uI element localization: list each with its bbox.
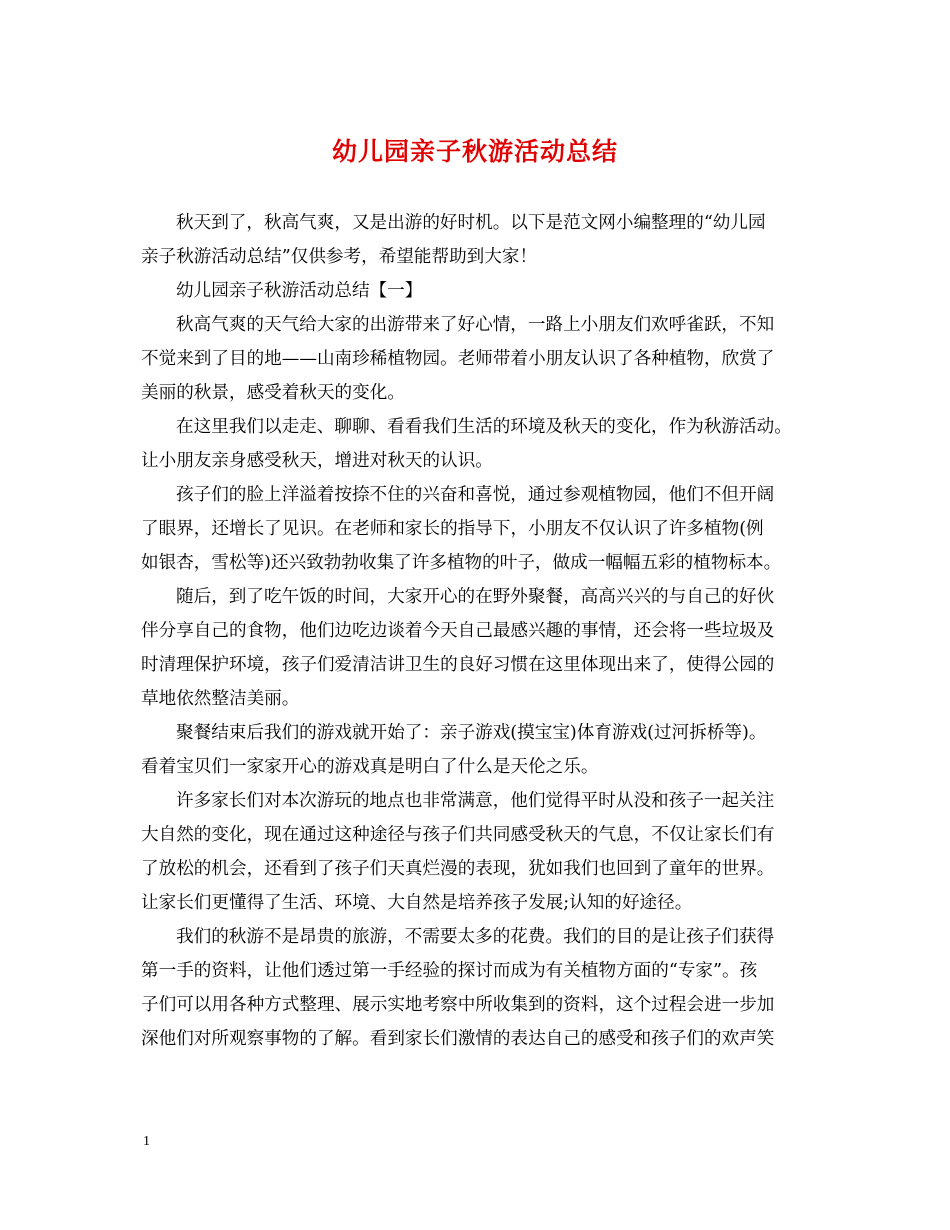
text-line: 子们可以用各种方式整理、展示实地考察中所收集到的资料，这个过程会进一步加 [141, 995, 775, 1015]
text-line: 看着宝贝们一家家开心的游戏真是明白了什么是天伦之乐。 [141, 757, 599, 777]
text-line: 秋天到了，秋高气爽，又是出游的好时机。以下是范文网小编整理的“幼儿园 [176, 213, 766, 233]
text-line: 让家长们更懂得了生活、环境、大自然是培养孩子发展;认知的好途径。 [141, 893, 693, 913]
text-line: 伴分享自己的食物，他们边吃边谈着今天自己最感兴趣的事情，还会将一些垃圾及 [141, 621, 775, 641]
text-line: 我们的秋游不是昂贵的旅游，不需要太多的花费。我们的目的是让孩子们获得 [176, 927, 775, 947]
section-heading: 幼儿园亲子秋游活动总结【一】 [176, 281, 423, 301]
text-line: 秋高气爽的天气给大家的出游带来了好心情，一路上小朋友们欢呼雀跃，不知 [176, 315, 775, 335]
text-line: 聚餐结束后我们的游戏就开始了：亲子游戏(摸宝宝)体育游戏(过河拆桥等)。 [176, 723, 767, 743]
document-title: 幼儿园亲子秋游活动总结 [331, 137, 618, 166]
text-line: 时清理保护环境，孩子们爱清洁讲卫生的良好习惯在这里体现出来了，使得公园的 [141, 655, 775, 675]
text-line: 了放松的机会，还看到了孩子们天真烂漫的表现，犹如我们也回到了童年的世界。 [141, 859, 775, 879]
text-line: 在这里我们以走走、聊聊、看看我们生活的环境及秋天的变化，作为秋游活动。 [176, 417, 792, 437]
text-line: 如银杏，雪松等)还兴致勃勃收集了许多植物的叶子，做成一幅幅五彩的植物标本。 [141, 553, 782, 573]
text-line: 草地依然整洁美丽。 [141, 689, 300, 709]
text-line: 随后，到了吃午饭的时间，大家开心的在野外聚餐，高高兴兴的与自己的好伙 [176, 587, 775, 607]
text-line: 孩子们的脸上洋溢着按捺不住的兴奋和喜悦，通过参观植物园，他们不但开阔 [176, 485, 775, 505]
text-line: 不觉来到了目的地——山南珍稀植物园。老师带着小朋友认识了各种植物，欣赏了 [141, 349, 775, 369]
text-line: 了眼界，还增长了见识。在老师和家长的指导下，小朋友不仅认识了许多植物(例 [141, 519, 764, 539]
text-line: 大自然的变化，现在通过这种途径与孩子们共同感受秋天的气息，不仅让家长们有 [141, 825, 775, 845]
text-line: 美丽的秋景，感受着秋天的变化。 [141, 383, 405, 403]
document-body [141, 206, 809, 1056]
text-line: 让小朋友亲身感受秋天，增进对秋天的认识。 [141, 451, 493, 471]
text-line: 亲子秋游活动总结”仅供参考，希望能帮助到大家！ [141, 247, 538, 267]
text-line: 深他们对所观察事物的了解。看到家长们激情的表达自己的感受和孩子们的欢声笑 [141, 1029, 775, 1049]
page-number: 1 [143, 1134, 150, 1149]
text-line: 第一手的资料，让他们透过第一手经验的探讨而成为有关植物方面的“专家”。孩 [141, 961, 758, 981]
text-line: 许多家长们对本次游玩的地点也非常满意，他们觉得平时从没和孩子一起关注 [176, 791, 775, 811]
